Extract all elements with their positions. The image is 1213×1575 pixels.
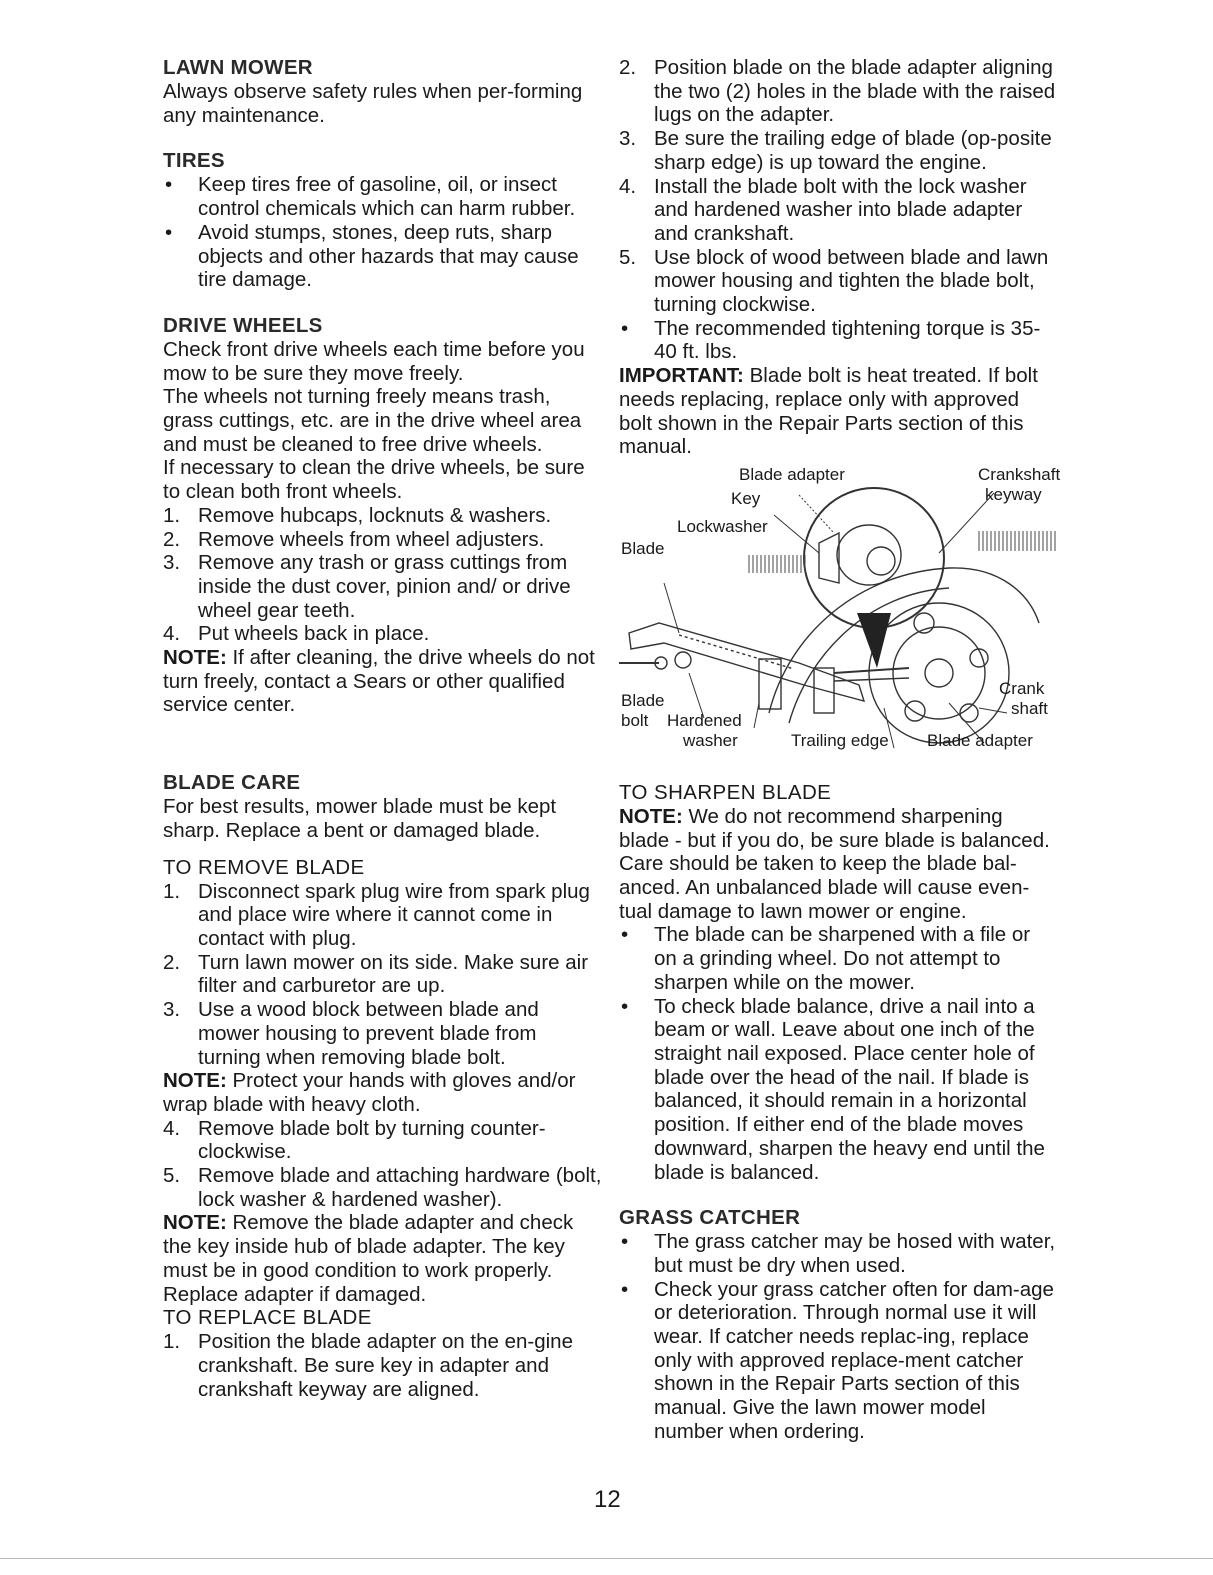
label-washer: washer [683, 730, 738, 750]
grass-catcher-heading: GRASS CATCHER [619, 1206, 801, 1230]
label-lockwasher: Lockwasher [677, 516, 768, 536]
drive-wheels-note: NOTE: If after cleaning, the drive wheels do not turn freely, contact a Sears or other qualified service center. [163, 646, 595, 717]
lawn-mower-text: Always observe safety rules when per-forming any maintenance. [163, 80, 583, 127]
list-item: 1. Position the blade adapter on the en-gine crankshaft. Be sure key in adapter and crankshaft keyway are aligned. [163, 1330, 573, 1401]
list-item: 5. Use block of wood between blade and lawn mower housing and tighten the blade bolt, turning clockwise. [619, 245, 1049, 317]
label-blade-bolt-2: bolt [621, 710, 649, 730]
list-item: • Keep tires free of gasoline, oil, or insect control chemicals which can harm rubber. [165, 173, 576, 221]
tires-heading: TIRES [163, 149, 225, 173]
list-item: • Check your grass catcher often for dam-age or deterioration. Through normal use it will wear. If catcher needs replac-ing, replace only with approved replace-ment catcher shown in the Repair Parts section of this manual. Give the lawn mower model number when ordering. [621, 1277, 1054, 1443]
list-item: 1. Remove hubcaps, locknuts & washers. [163, 503, 552, 527]
list-item: 3. Remove any trash or grass cuttings from inside the dust cover, pinion and/ or drive wheel gear teeth. [163, 551, 571, 622]
label-key: Key [731, 488, 761, 508]
label-hardened: Hardened [667, 710, 742, 730]
grass-catcher-list [619, 1230, 1057, 1443]
page-number: 12 [594, 1486, 621, 1513]
list-item: 3. Use a wood block between blade and mower housing to prevent blade from turning when removing blade bolt. [163, 998, 539, 1069]
sharpen-blade-subheading: TO SHARPEN BLADE [619, 780, 832, 804]
bullet-mark: • [165, 220, 173, 244]
sharpen-note: NOTE: We do not recommend sharpening blade - but if you do, be sure blade is balanced. Care should be taken to keep the blade bal-anced. An unbalanced blade will cause even-tual damage to lawn mower or engine. [619, 804, 1050, 923]
list-item: 2. Remove wheels from wheel adjusters. [163, 527, 545, 551]
replace-blade-steps [619, 56, 1057, 317]
remove-blade-steps-a [163, 880, 603, 1070]
list-item: 2. Turn lawn mower on its side. Make sure air filter and carburetor are up. [163, 950, 589, 998]
remove-blade-steps-b [163, 1117, 603, 1212]
remove-blade-note1: NOTE: Protect your hands with gloves and/or wrap blade with heavy cloth. [163, 1069, 576, 1116]
drive-wheels-steps [163, 504, 603, 646]
replace-blade-subheading: TO REPLACE BLADE [163, 1306, 372, 1330]
drive-wheels-p2: The wheels not turning freely means trash, grass cuttings, etc. are in the drive wheel area and must be cleaned to free drive wheels. [163, 385, 582, 456]
list-item: 5. Remove blade and attaching hardware (bolt, lock washer & hardened washer). [163, 1164, 602, 1211]
important-note: IMPORTANT: Blade bolt is heat treated. If bolt needs replacing, replace only with approved bolt shown in the Repair Parts section of this manual. [619, 364, 1038, 459]
sharpen-list [619, 923, 1057, 1184]
list-item: 4. Remove blade bolt by turning counter-clockwise. [163, 1116, 546, 1164]
list-item: 4. Install the blade bolt with the lock washer and hardened washer into blade adapter and crankshaft. [619, 174, 1027, 245]
list-item: • Avoid stumps, stones, deep ruts, sharp objects and other hazards that may cause tire damage. [165, 220, 579, 292]
label-crank: Crank [999, 678, 1045, 698]
label-blade-adapter-bottom: Blade adapter [927, 730, 1033, 750]
bottom-divider [0, 1558, 1213, 1559]
right-column [619, 56, 1061, 1444]
remove-blade-subheading: TO REMOVE BLADE [163, 855, 365, 879]
remove-blade-note2: NOTE: Remove the blade adapter and check the key inside hub of blade adapter. The key must be in good condition to work properly. Replace adapter if damaged. [163, 1211, 574, 1306]
left-column [163, 56, 603, 1401]
label-crankshaft: Crankshaft [978, 464, 1061, 484]
label-keyway: keyway [985, 484, 1042, 504]
label-blade-bolt-1: Blade [621, 690, 665, 710]
label-shaft: shaft [1011, 698, 1048, 718]
drive-wheels-p3: If necessary to clean the drive wheels, be sure to clean both front wheels. [163, 456, 585, 504]
label-blade-adapter-top: Blade adapter [739, 464, 845, 484]
blade-care-text: For best results, mower blade must be kept sharp. Replace a bent or damaged blade. [163, 795, 557, 842]
drive-wheels-p1: Check front drive wheels each time before you mow to be sure they move freely. [163, 337, 585, 385]
list-item: • The blade can be sharpened with a file or on a grinding wheel. Do not attempt to sharpen while on the mower. [621, 923, 1031, 994]
list-item: 1. Disconnect spark plug wire from spark plug and place wire where it cannot come in contact with plug. [163, 879, 590, 950]
lawn-mower-heading: LAWN MOWER [163, 56, 313, 79]
drive-wheels-heading: DRIVE WHEELS [163, 313, 323, 337]
torque-list [619, 317, 1057, 364]
replace-blade-step1 [163, 1330, 603, 1401]
list-item: 3. Be sure the trailing edge of blade (op-posite sharp edge) is up toward the engine. [619, 127, 1052, 174]
list-item: 4. Put wheels back in place. [163, 622, 430, 646]
label-trailing-edge: Trailing edge [791, 730, 889, 750]
label-blade: Blade [621, 538, 665, 558]
list-item: • To check blade balance, drive a nail into a beam or wall. Leave about one inch of the straight nail exposed. Place center hole of blade over the head of the nail. If blade is balanced, it should remain in a horizontal position. If either end of the blade moves downward, sharpen the heavy end until the blade is balanced. [621, 994, 1045, 1184]
bullet-mark: • [165, 173, 173, 197]
list-item: • The recommended tightening torque is 35-40 ft. lbs. [621, 316, 1041, 364]
blade-care-heading: BLADE CARE [163, 771, 301, 795]
blade-diagram [619, 463, 1061, 781]
list-item: 2. Position blade on the blade adapter aligning the two (2) holes in the blade with the raised lugs on the adapter. [619, 56, 1056, 127]
list-item: • The grass catcher may be hosed with water, but must be dry when used. [621, 1230, 1056, 1277]
tires-list [163, 173, 603, 292]
